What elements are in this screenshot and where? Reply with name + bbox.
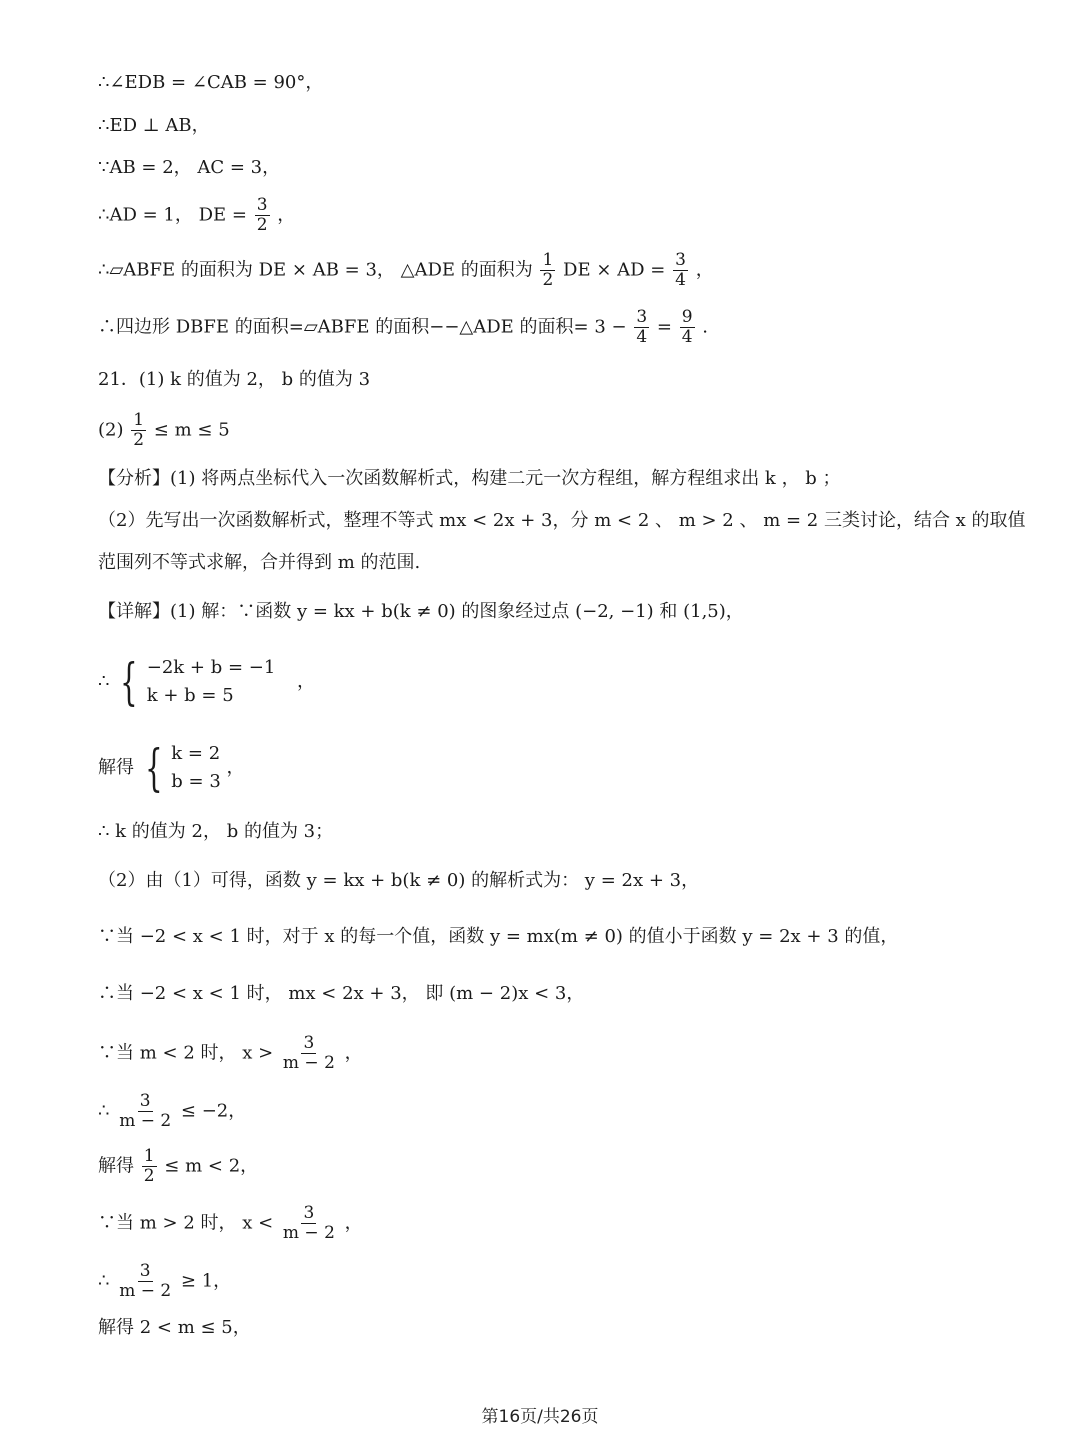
denominator: 2 — [542, 270, 554, 290]
denominator: 2 — [143, 1166, 155, 1186]
analysis-line-1: 【分析】(1) 将两点坐标代入一次函数解析式，构建二元一次方程组，解方程组求出 k ， b ； — [98, 468, 841, 489]
numerator: 9 — [681, 307, 693, 327]
text: ∴四边形 DBFE 的面积=▱ABFE 的面积−−△ADE 的面积= 3 − — [98, 316, 627, 338]
numerator: 3 — [675, 250, 686, 270]
page-number-footer: 第16页/共26页 — [481, 1407, 599, 1427]
numerator: 3 — [303, 1203, 315, 1223]
text: DE × AD = — [563, 259, 666, 281]
text: ， — [344, 1212, 363, 1234]
numerator: 3 — [256, 195, 268, 215]
fraction — [117, 1262, 173, 1301]
denominator: m − 2 — [119, 1111, 172, 1131]
text: 解得 — [98, 1155, 134, 1177]
denominator: 4 — [675, 270, 686, 290]
detail-line-2: ∴ k 的值为 2， b 的值为 3； — [98, 821, 334, 842]
proof-line-given: ∵AB = 2， AC = 3， — [98, 157, 281, 178]
denominator: 4 — [681, 327, 693, 347]
detail-line-9 — [98, 1204, 363, 1243]
fraction — [255, 196, 270, 235]
fraction — [281, 1034, 337, 1073]
fraction — [281, 1204, 337, 1243]
numerator: 3 — [636, 307, 648, 327]
numerator: 1 — [133, 410, 145, 430]
proof-line-ad-de — [98, 196, 295, 235]
text: = — [656, 316, 672, 338]
equation: k + b = 5 — [146, 685, 234, 706]
numerator: 3 — [303, 1033, 315, 1053]
denominator: 2 — [256, 215, 268, 235]
denominator: m − 2 — [282, 1053, 335, 1073]
text: ≤ m < 2， — [164, 1155, 259, 1177]
detail-line-3: （2）由（1）可得，函数 y = kx + b(k ≠ 0) 的解析式为： y = 2x + 3， — [98, 870, 700, 891]
text: 解得 — [98, 757, 134, 778]
fraction — [540, 251, 555, 290]
detail-line-4: ∵当 −2 < x < 1 时，对于 x 的每一个值，函数 y = mx(m ≠ 0) 的值小于函数 y = 2x + 3 的值， — [98, 926, 899, 947]
system-equations — [147, 654, 276, 710]
denominator: m − 2 — [282, 1223, 335, 1243]
analysis-line-2: （2）先写出一次函数解析式，整理不等式 mx < 2x + 3，分 m < 2 、 m > 2 、 m = 2 三类讨论，结合 x 的取值 — [98, 510, 1026, 531]
text: ≥ 1， — [180, 1270, 232, 1292]
text: (2) — [98, 419, 124, 441]
question-21-answer-1: 21．(1) k 的值为 2， b 的值为 3 — [98, 369, 371, 390]
text: ∴AD = 1， DE = — [98, 204, 247, 226]
detail-line-5: ∴当 −2 < x < 1 时， mx < 2x + 3， 即 (m − 2)x < 3， — [98, 983, 585, 1004]
detail-line-6 — [98, 1034, 363, 1073]
fraction — [117, 1092, 173, 1131]
text: ∴ — [98, 1270, 110, 1292]
proof-line-perpendicular: ∴ED ⊥ AB， — [98, 115, 210, 136]
equation: −2k + b = −1 — [146, 657, 276, 678]
analysis-line-3: 范围列不等式求解，合并得到 m 的范围. — [98, 552, 421, 573]
question-21-answer-2 — [98, 411, 230, 450]
fraction — [673, 251, 688, 290]
proof-line-quad-area — [98, 308, 708, 347]
detail-line-1: 【详解】(1) 解：∵函数 y = kx + b(k ≠ 0) 的图象经过点 (−2, −1) 和 (1,5)， — [98, 601, 744, 622]
fraction — [634, 308, 649, 347]
proof-line-angle: ∴∠EDB = ∠CAB = 90°， — [98, 72, 324, 93]
numerator: 1 — [542, 250, 554, 270]
text: ≤ −2， — [180, 1100, 247, 1122]
text: ≤ m ≤ 5 — [153, 419, 230, 441]
text: ∵当 m < 2 时， x > — [98, 1042, 274, 1064]
equation: k = 2 — [171, 743, 221, 764]
numerator: 1 — [143, 1146, 155, 1166]
numerator: 3 — [139, 1091, 151, 1111]
text: ， — [226, 757, 245, 778]
denominator: m − 2 — [119, 1281, 172, 1301]
detail-line-7 — [98, 1092, 246, 1131]
detail-line-8 — [98, 1147, 258, 1186]
brace-icon: { — [120, 653, 138, 711]
text: ， — [695, 259, 714, 281]
fraction — [142, 1147, 157, 1186]
equation-system-1 — [98, 654, 315, 710]
detail-line-10 — [98, 1262, 231, 1301]
detail-line-11: 解得 2 < m ≤ 5， — [98, 1317, 251, 1338]
text: ， — [344, 1042, 363, 1064]
fraction — [131, 411, 146, 450]
brace-icon: { — [144, 739, 163, 797]
equation-system-2 — [98, 740, 245, 796]
text: . — [702, 316, 709, 338]
text: ∵当 m > 2 时， x < — [98, 1212, 274, 1234]
fraction — [680, 308, 695, 347]
denominator: 4 — [636, 327, 648, 347]
proof-line-areas — [98, 251, 714, 290]
text: ∴▱ABFE 的面积为 DE × AB = 3， △ADE 的面积为 — [98, 259, 533, 281]
text: ∴ — [98, 1100, 110, 1122]
text: ∴ — [98, 671, 110, 692]
system-solution — [171, 740, 221, 796]
text: ， — [297, 671, 316, 692]
text: ， — [277, 204, 296, 226]
denominator: 2 — [133, 430, 145, 450]
equation: b = 3 — [171, 771, 221, 792]
numerator: 3 — [139, 1261, 151, 1281]
